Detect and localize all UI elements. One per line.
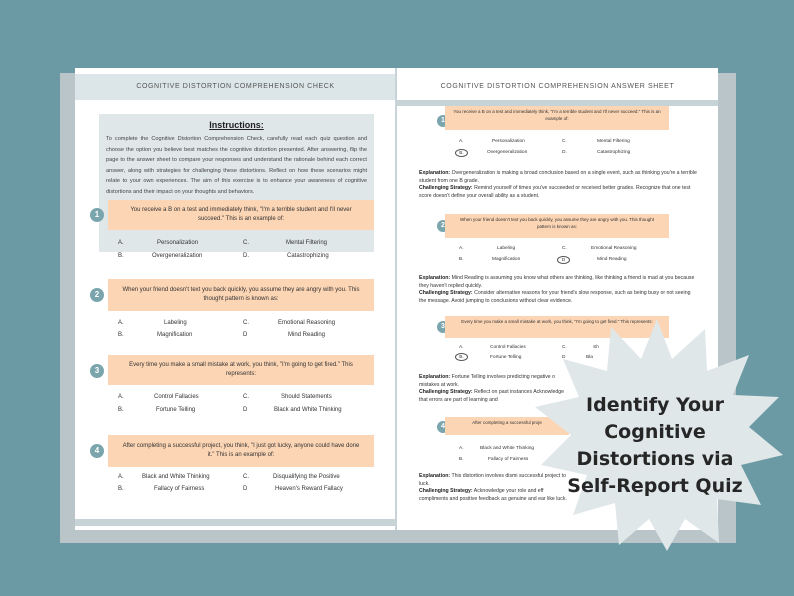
explanation-label: Explanation: xyxy=(419,170,451,176)
q4-option-c[interactable]: Disqualifying the Positive xyxy=(273,474,340,480)
q1-option-b[interactable]: Overgeneralization xyxy=(152,253,203,259)
q2-option-c[interactable]: Emotional Reasoning xyxy=(278,320,336,326)
a1-option-d-letter: D. xyxy=(562,150,567,155)
a2-correct-option-letter: D xyxy=(557,256,570,264)
answer-number-3: 3 xyxy=(437,321,449,333)
explanation-label: Explanation: xyxy=(419,275,451,281)
answer-2-explanation xyxy=(419,275,699,305)
explanation-text: Overgeneralization is making a broad conclusion based on a single event, such as thinking you're a terrible student from one B grade. xyxy=(419,170,697,184)
answer-number-4: 4 xyxy=(437,421,449,433)
a1-correct-option-letter: B. xyxy=(455,149,468,157)
a3-option-c-letter: C. xyxy=(562,345,567,350)
q1-option-c-letter[interactable]: C. xyxy=(243,240,249,246)
answer-sheet-header: COGNITIVE DISTORTION COMPREHENSION ANSWER SHEET xyxy=(397,74,718,106)
q4-option-a[interactable]: Black and White Thinking xyxy=(142,474,210,480)
a1-option-b: Overgeneralization xyxy=(487,150,528,155)
q2-option-b-letter[interactable]: B. xyxy=(118,332,124,338)
q3-option-d-letter[interactable]: D xyxy=(243,407,248,413)
q2-option-b[interactable]: Magnification xyxy=(157,332,193,338)
q3-option-a[interactable]: Control Fallacies xyxy=(154,394,199,400)
a3-option-c: Sh xyxy=(593,345,599,350)
a2-option-a-letter: A. xyxy=(459,246,464,251)
q3-option-b-letter[interactable]: B. xyxy=(118,407,124,413)
q2-option-d-letter[interactable]: D xyxy=(243,332,248,338)
question-number-3: 3 xyxy=(90,364,104,378)
q3-option-c-letter[interactable]: C. xyxy=(243,394,249,400)
a3-option-a-letter: A. xyxy=(459,345,464,350)
explanation-text: Mind Reading is assuming you know what others are thinking, like thinking a friend is mad at you because they haven't replied quickly. xyxy=(419,275,695,289)
question-2-text: When your friend doesn't text you back quickly, you assume they are angry with you. This thought pattern is known as: xyxy=(108,279,374,311)
answer-1-question: You receive a B on a test and immediately think, "I'm a terrible student and I'll never succeed." This is an example of: xyxy=(445,106,669,130)
q1-option-b-letter[interactable]: B. xyxy=(118,253,124,259)
a4-option-b-letter: B. xyxy=(459,457,464,462)
quiz-page-footer-bar xyxy=(75,519,396,526)
answer-number-1: 1 xyxy=(437,115,449,127)
a3-option-d-letter: D xyxy=(562,355,566,360)
q4-option-b-letter[interactable]: B. xyxy=(118,486,124,492)
a2-option-b: Magnification xyxy=(492,257,521,262)
answer-4-question: After completing a successful proje xyxy=(445,417,569,435)
strategy-label: Challenging Strategy: xyxy=(419,389,473,396)
strategy-label: Challenging Strategy: xyxy=(419,290,473,297)
q2-option-c-letter[interactable]: C. xyxy=(243,320,249,326)
badge-text xyxy=(545,392,765,500)
question-1-text: You receive a B on a test and immediately think, "I'm a terrible student and I'll never succeed." This is an example of: xyxy=(108,200,374,230)
answer-2-question: When your friend doesn't text you back quickly, you assume they are angry with you. This thought pattern is known as: xyxy=(445,214,669,238)
instructions-title: Instructions: xyxy=(209,120,264,130)
quiz-page xyxy=(75,68,396,530)
q4-option-b[interactable]: Fallacy of Fairness xyxy=(154,486,205,492)
a4-option-b: Fallacy of Fairness xyxy=(488,457,529,462)
q4-option-a-letter[interactable]: A. xyxy=(118,474,124,480)
answer-number-2: 2 xyxy=(437,220,449,232)
q2-option-a[interactable]: Labeling xyxy=(164,320,187,326)
a1-option-c-letter: C. xyxy=(562,139,567,144)
quiz-page-header: COGNITIVE DISTORTION COMPREHENSION CHECK xyxy=(75,74,396,100)
q1-option-c[interactable]: Mental Filtering xyxy=(286,240,328,246)
a3-option-b: Fortune Telling xyxy=(490,355,522,360)
badge-line-1: Identify Your xyxy=(586,394,724,416)
explanation-text: Fortune Telling involves predicting negative o mistakes at work. xyxy=(419,374,556,388)
q1-option-a[interactable]: Personalization xyxy=(157,240,199,246)
a3-correct-option-letter: B. xyxy=(455,353,468,361)
question-number-2: 2 xyxy=(90,288,104,302)
q4-option-c-letter[interactable]: C. xyxy=(243,474,249,480)
explanation-label: Explanation: xyxy=(419,374,451,380)
q2-option-a-letter[interactable]: A. xyxy=(118,320,124,326)
instructions-box xyxy=(99,114,374,252)
a3-option-d: Bla xyxy=(586,355,593,360)
badge-line-3: Distortions via xyxy=(576,448,734,470)
a2-option-c: Emotional Reasoning xyxy=(591,246,637,251)
explanation-label: Explanation: xyxy=(419,473,451,479)
q3-option-c[interactable]: Should Statements xyxy=(281,394,332,400)
strategy-text: Consider alternative reasons for your friend's slow response, such as being busy or not seeing the message. Avoid jumping to conclusions without clear evidence. xyxy=(419,290,691,304)
strategy-label: Challenging Strategy: xyxy=(419,488,473,495)
q4-option-d[interactable]: Heaven's Reward Fallacy xyxy=(275,486,343,492)
question-number-1: 1 xyxy=(90,208,104,222)
strategy-text: Acknowledge your role and eff compliments and positive feedback as genuine and ear like luck. xyxy=(419,488,567,502)
q3-option-a-letter[interactable]: A. xyxy=(118,394,124,400)
instructions-text: To complete the Cognitive Distortion Comprehension Check, carefully read each quiz question and choose the option you believe best matches the cognitive distortion presented. After answering, flip the page to the answer sheet to compare your responses and understand the rationale behind each correct answer, along with strategies for challenging these distortions. Reflect on how these scenarios might relate to your own experiences. The aim of this exercise is to enhance your awareness of cognitive distortions and their impact on your thoughts and behaviors. xyxy=(106,136,367,195)
question-4-text: After completing a successful project, you think, "I just got lucky, anyone could have done it." This is an example of: xyxy=(108,435,374,467)
badge-line-2: Cognitive xyxy=(604,421,706,443)
strategy-text: Remind yourself of times you've succeeded or received better grades. Recognize that one test score doesn't define your overall ability as a student. xyxy=(419,185,691,199)
q1-option-a-letter[interactable]: A. xyxy=(118,240,124,246)
strategy-text: Reflect on past instances Acknowledge that errors are part of learning and xyxy=(419,389,565,403)
q3-option-d[interactable]: Black and White Thinking xyxy=(274,407,342,413)
a2-option-d: Mind Reading xyxy=(597,257,627,262)
a1-option-d: Catastrophizing xyxy=(597,150,631,155)
a2-option-c-letter: C. xyxy=(562,246,567,251)
a2-option-b-letter: B. xyxy=(459,257,464,262)
a4-option-a-letter: A. xyxy=(459,446,464,451)
q3-option-b[interactable]: Fortune Telling xyxy=(156,407,196,413)
strategy-label: Challenging Strategy: xyxy=(419,185,473,192)
answer-1-explanation xyxy=(419,170,699,200)
a2-option-a: Labeling xyxy=(497,246,516,251)
a3-option-a: Control Fallacies xyxy=(490,345,526,350)
badge-line-4: Self-Report Quiz xyxy=(567,475,743,497)
a4-option-a: Black and White Thinking xyxy=(480,446,535,451)
q4-option-d-letter[interactable]: D xyxy=(243,486,248,492)
answer-3-question: Every time you make a small mistake at work, you think, "I'm going to get fired." This represents: xyxy=(445,316,669,338)
explanation-text: This distortion involves dismi successful project to luck. xyxy=(419,473,566,487)
q1-option-d[interactable]: Catastrophizing xyxy=(287,253,329,259)
q1-option-d-letter[interactable]: D. xyxy=(243,253,249,259)
a1-option-c: Mental Filtering xyxy=(597,139,630,144)
a1-option-a: Personalization xyxy=(492,139,525,144)
a1-option-a-letter: A. xyxy=(459,139,464,144)
question-number-4: 4 xyxy=(90,444,104,458)
q2-option-d[interactable]: Mind Reading xyxy=(288,332,326,338)
question-3-text: Every time you make a small mistake at work, you think, "I'm going to get fired." This represents: xyxy=(108,355,374,385)
